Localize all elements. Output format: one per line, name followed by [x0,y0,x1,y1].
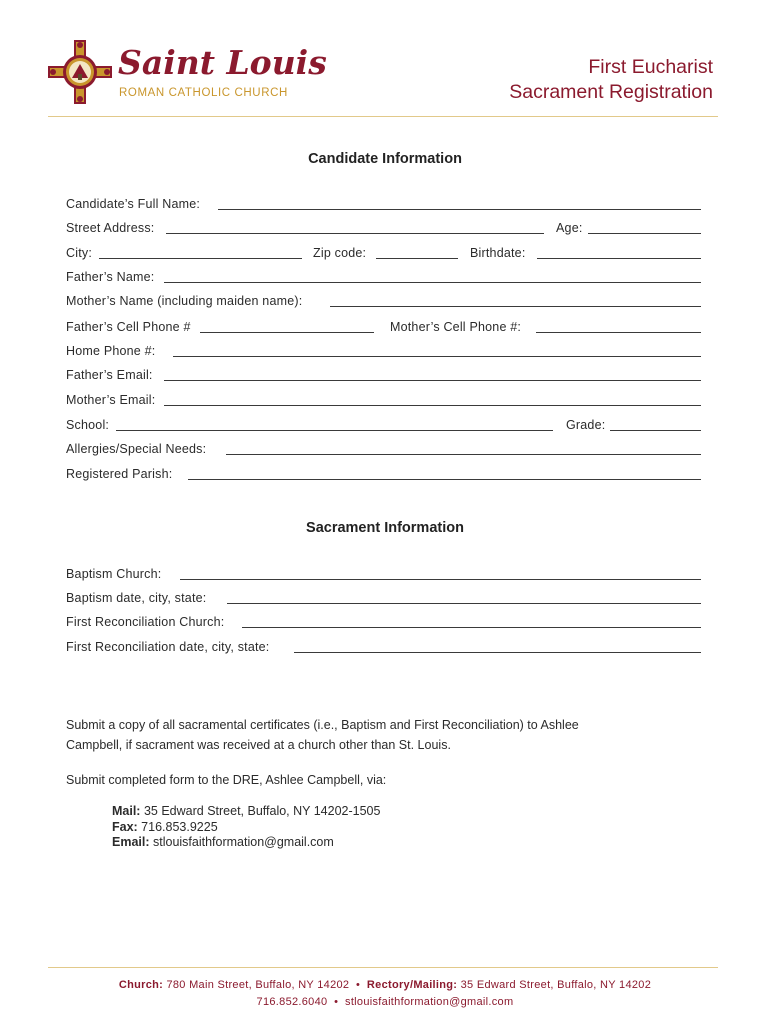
logo-name: Saint Louis [118,43,327,82]
city-field[interactable] [99,258,302,259]
footer-rectory-label: Rectory/Mailing: [366,979,458,991]
row-cell-phones [66,319,701,335]
title-line-1: First Eucharist [588,56,713,78]
mother-cell-label: Mother’s Cell Phone #: [390,320,522,334]
footer-phone: 716.852.6040 [256,996,328,1008]
father-cell-label: Father’s Cell Phone # [66,320,191,334]
baptism-church-field[interactable] [180,579,701,580]
footer-contact-line [0,996,770,1008]
street-label: Street Address: [66,221,155,235]
row-full-name [66,196,701,212]
email-value[interactable]: stlouisfaithformation@gmail.com [149,835,334,849]
logo-subtitle: ROMAN CATHOLIC CHURCH [119,87,288,99]
school-label: School: [66,418,110,432]
street-field[interactable] [166,233,544,234]
row-parish [66,466,701,482]
home-phone-label: Home Phone #: [66,344,156,358]
row-father-email [66,367,701,383]
zip-field[interactable] [376,258,458,259]
row-father-name [66,269,701,285]
row-allergies [66,441,701,457]
row-mother-email [66,392,701,408]
mother-cell-field[interactable] [536,332,701,333]
allergies-field[interactable] [226,454,701,455]
age-label: Age: [556,221,583,235]
footer-email[interactable]: stlouisfaithformation@gmail.com [345,996,514,1008]
row-mother-name [66,293,701,309]
row-recon-date [66,639,701,655]
instructions-line-1: Submit a copy of all sacramental certificates (i.e., Baptism and First Reconciliation) to Ashlee [66,718,579,732]
baptism-date-label: Baptism date, city, state: [66,591,207,605]
fax-value: 716.853.9225 [137,820,218,834]
row-recon-church [66,614,701,630]
full-name-field[interactable] [218,209,701,210]
allergies-label: Allergies/Special Needs: [66,442,207,456]
cross-seal-icon [48,40,112,104]
full-name-label: Candidate’s Full Name: [66,197,201,211]
recon-date-field[interactable] [294,652,701,653]
city-label: City: [66,246,92,260]
father-name-field[interactable] [164,282,701,283]
row-school [66,417,701,433]
parish-label: Registered Parish: [66,467,173,481]
footer-address-line [0,979,770,991]
mother-email-field[interactable] [164,405,701,406]
home-phone-field[interactable] [173,356,701,357]
page-header [0,0,770,118]
header-divider [48,116,718,117]
title-line-2: Sacrament Registration [509,81,713,103]
footer-church-value: 780 Main Street, Buffalo, NY 14202 [163,979,350,991]
mail-value: 35 Edward Street, Buffalo, NY 14202-1505 [140,804,381,818]
row-baptism-church [66,566,701,582]
footer-church-label: Church: [118,979,164,991]
footer-bullet: • [349,979,367,991]
email-label: Email: [112,835,150,849]
mother-email-label: Mother’s Email: [66,393,156,407]
birthdate-field[interactable] [537,258,701,259]
certificate-instructions [66,715,706,755]
instructions-line-2: Campbell, if sacrament was received at a church other than St. Louis. [66,738,451,752]
footer-bullet-2: • [327,996,346,1008]
recon-date-label: First Reconciliation date, city, state: [66,640,270,654]
document-title [509,55,713,105]
grade-field[interactable] [610,430,701,431]
recon-church-label: First Reconciliation Church: [66,615,225,629]
mother-name-label: Mother’s Name (including maiden name): [66,294,303,308]
mother-name-field[interactable] [330,306,701,307]
footer-rectory-value: 35 Edward Street, Buffalo, NY 14202 [457,979,652,991]
school-field[interactable] [116,430,553,431]
grade-label: Grade: [566,418,606,432]
birthdate-label: Birthdate: [470,246,526,260]
contact-mail [112,803,380,819]
contact-email [112,834,334,850]
mail-label: Mail: [112,804,141,818]
father-cell-field[interactable] [200,332,374,333]
sacrament-heading: Sacrament Information [306,520,464,536]
submit-instructions: Submit completed form to the DRE, Ashlee Campbell, via: [66,773,387,787]
row-baptism-date [66,590,701,606]
footer-divider [48,967,718,968]
row-city [66,245,701,261]
father-email-field[interactable] [164,380,701,381]
age-field[interactable] [588,233,701,234]
parish-field[interactable] [188,479,701,480]
fax-label: Fax: [112,820,138,834]
candidate-heading: Candidate Information [308,151,462,167]
recon-church-field[interactable] [242,627,701,628]
contact-fax [112,819,218,835]
baptism-church-label: Baptism Church: [66,567,162,581]
row-street [66,220,701,236]
baptism-date-field[interactable] [227,603,701,604]
zip-label: Zip code: [313,246,367,260]
row-home-phone [66,343,701,359]
father-email-label: Father’s Email: [66,368,153,382]
father-name-label: Father’s Name: [66,270,155,284]
